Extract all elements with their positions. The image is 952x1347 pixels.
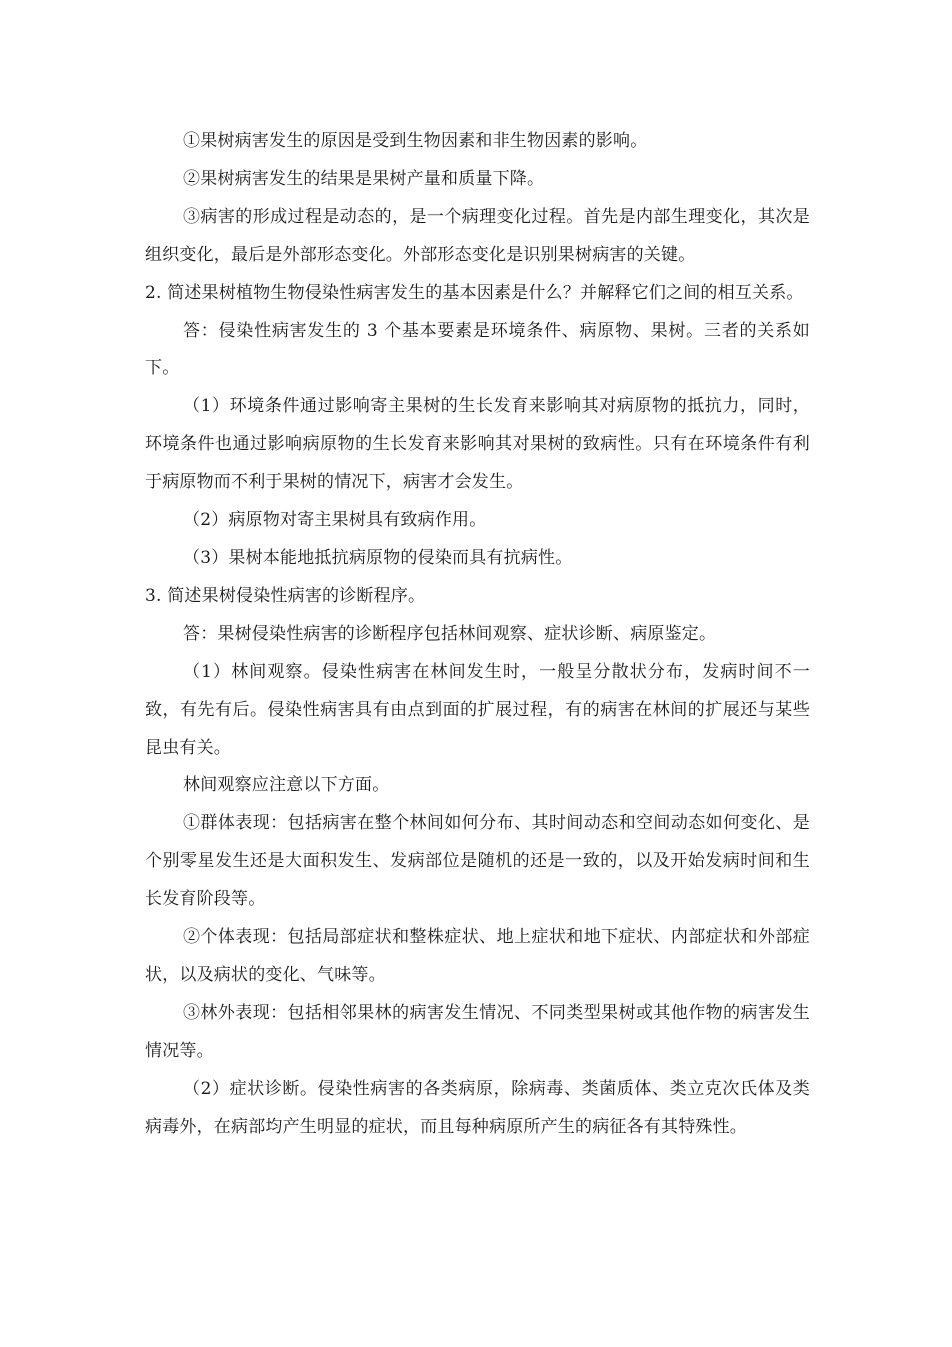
question-2-heading: 2. 简述果树植物生物侵染性病害发生的基本因素是什么？并解释它们之间的相互关系。 xyxy=(145,282,804,303)
answer-3-observation-notes: 林间观察应注意以下方面。 xyxy=(183,775,390,796)
answer-3-symptom-diagnosis: （2）症状诊断。侵染性病害的各类病原，除病毒、类菌质体、类立克次氏体及类病毒外，在病部均产生明显的症状，而且每种病原所产生的病征各有其特殊性。 xyxy=(145,1078,810,1137)
answer-2-point-1: （1）环境条件通过影响寄主果树的生长发育来影响其对病原物的抵抗力，同时，环境条件也通过影响病原物的生长发育来影响其对果树的致病性。只有在环境条件有利于病原物而不利于果树的情况下，病害才会发生。 xyxy=(145,396,810,493)
answer-3-group-performance: ①群体表现：包括病害在整个林间如何分布、其时间动态和空间动态如何变化、是个别零星发生还是大面积发生、发病部位是随机的还是一致的，以及开始发病时间和生长发育阶段等。 xyxy=(145,813,810,910)
paragraph-process: ③病害的形成过程是动态的，是一个病理变化过程。首先是内部生理变化，其次是组织变化，最后是外部形态变化。外部形态变化是识别果树病害的关键。 xyxy=(145,206,810,265)
answer-3-outside-performance: ③林外表现：包括相邻果林的病害发生情况、不同类型果树或其他作物的病害发生情况等。 xyxy=(145,1002,810,1061)
paragraph-result: ②果树病害发生的结果是果树产量和质量下降。 xyxy=(183,168,545,189)
answer-3-individual-performance: ②个体表现：包括局部症状和整株症状、地上症状和地下症状、内部症状和外部症状，以及病状的变化、气味等。 xyxy=(145,927,810,985)
answer-2-intro: 答：侵染性病害发生的 3 个基本要素是环境条件、病原物、果树。三者的关系如下。 xyxy=(145,320,810,379)
question-3-heading: 3. 简述果树侵染性病害的诊断程序。 xyxy=(145,585,426,606)
document-body xyxy=(145,123,810,1146)
answer-2-point-3: （3）果树本能地抵抗病原物的侵染而具有抗病性。 xyxy=(183,547,573,568)
paragraph-cause: ①果树病害发生的原因是受到生物因素和非生物因素的影响。 xyxy=(183,131,648,151)
answer-2-point-2: （2）病原物对寄主果树具有致病作用。 xyxy=(183,510,487,531)
answer-3-field-observation: （1）林间观察。侵染性病害在林间发生时，一般呈分散状分布，发病时间不一致，有先有后。侵染性病害具有由点到面的扩展过程，有的病害在林间的扩展还与某些昆虫有关。 xyxy=(145,661,810,758)
answer-3-intro: 答：果树侵染性病害的诊断程序包括林间观察、症状诊断、病原鉴定。 xyxy=(183,623,717,644)
